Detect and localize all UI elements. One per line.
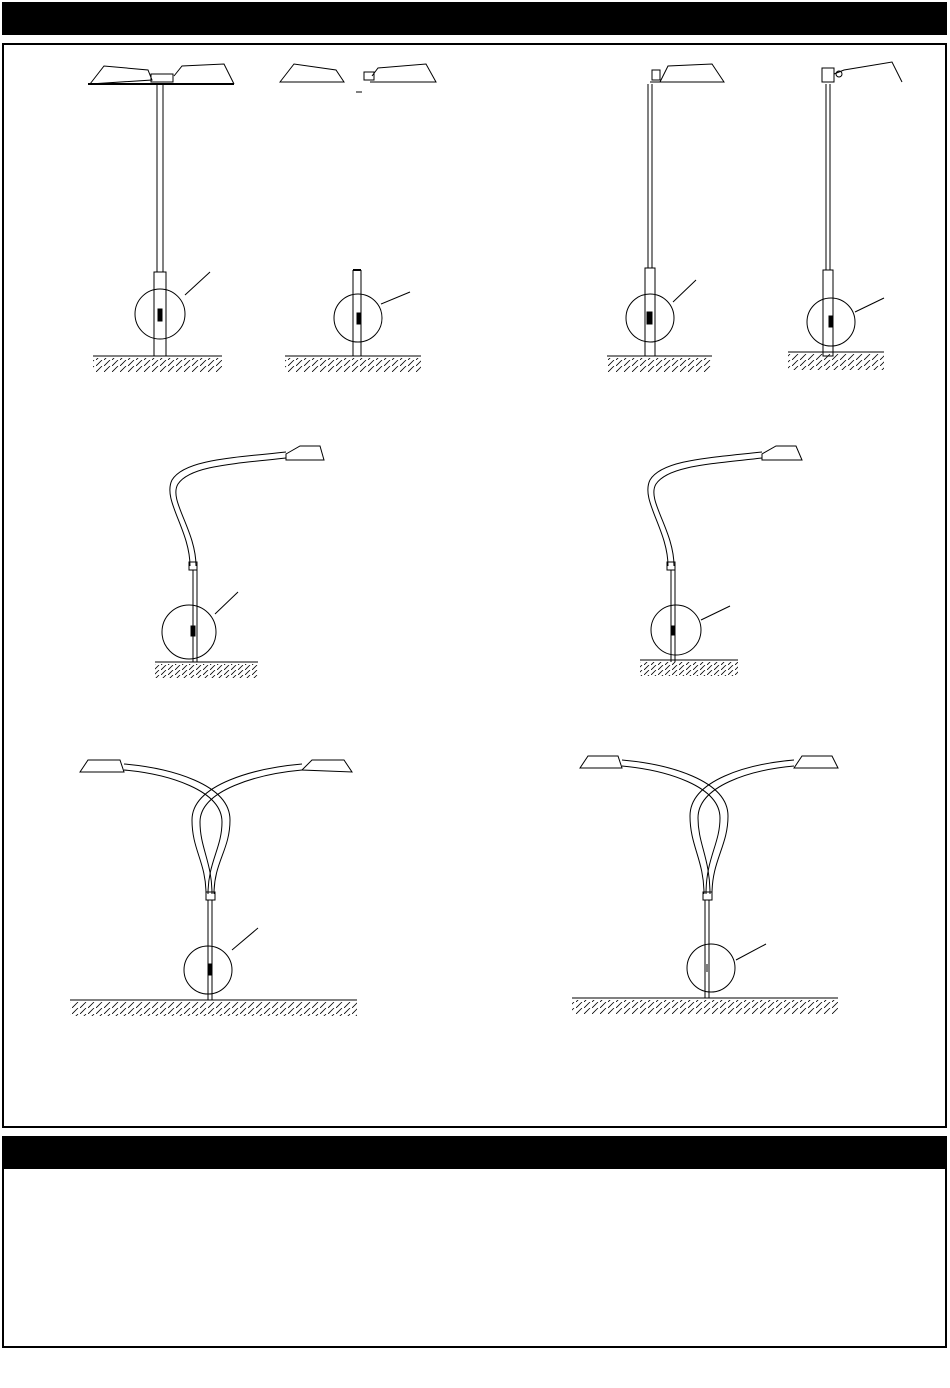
figure-curved-arm-a — [155, 446, 324, 678]
figure-single-arm-pole — [607, 64, 724, 372]
figure-curved-arm-b — [640, 446, 802, 676]
figure-twisted-arm-a — [70, 760, 357, 1016]
detail-circle — [687, 944, 735, 992]
detail-circle — [651, 605, 701, 655]
figure-single-arm-bracket — [788, 62, 902, 370]
figure-twisted-arm-b — [572, 756, 838, 1014]
figure-double-arm-pole — [88, 64, 234, 372]
figure-double-arm-top-mounted — [280, 64, 436, 372]
detail-circle — [162, 605, 216, 659]
